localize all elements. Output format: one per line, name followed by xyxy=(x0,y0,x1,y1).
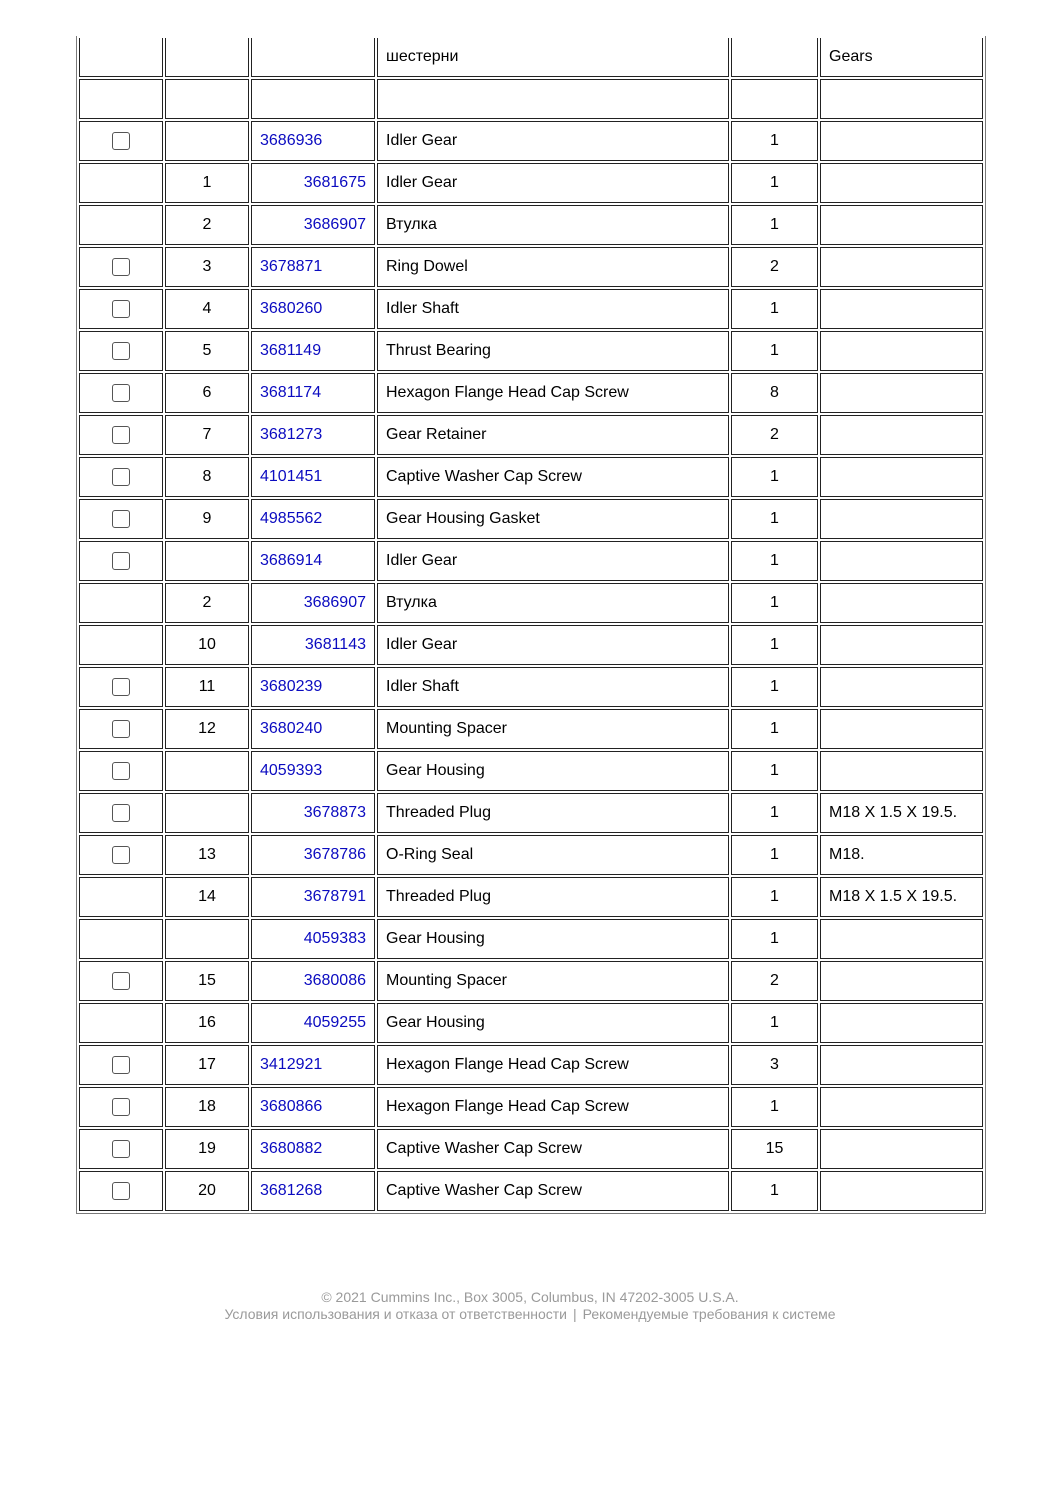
part-number-cell xyxy=(251,1045,375,1085)
ref-number-cell: 3 xyxy=(165,247,249,287)
table-row xyxy=(79,961,983,1001)
description-cell: Mounting Spacer xyxy=(377,709,729,749)
parts-table-body xyxy=(79,38,983,1211)
ref-number-cell: 2 xyxy=(165,205,249,245)
ref-number-cell: 19 xyxy=(165,1129,249,1169)
select-checkbox[interactable] xyxy=(112,510,130,528)
description-cell: Hexagon Flange Head Cap Screw xyxy=(377,1087,729,1127)
quantity-cell: 1 xyxy=(731,289,818,329)
part-number-cell xyxy=(251,1087,375,1127)
notes-cell xyxy=(820,331,983,371)
notes-cell xyxy=(820,499,983,539)
part-number-cell xyxy=(251,499,375,539)
select-cell xyxy=(79,835,163,875)
table-row xyxy=(79,625,983,665)
select-cell xyxy=(79,79,163,119)
description-cell: O-Ring Seal xyxy=(377,835,729,875)
select-checkbox[interactable] xyxy=(112,1098,130,1116)
quantity-cell: 1 xyxy=(731,835,818,875)
description-cell: Gear Housing xyxy=(377,751,729,791)
part-number-cell xyxy=(251,205,375,245)
table-row xyxy=(79,1003,983,1043)
copyright-text: © 2021 Cummins Inc., Box 3005, Columbus, IN 47202-3005 U.S.A. xyxy=(321,1289,739,1305)
select-checkbox[interactable] xyxy=(112,468,130,486)
part-number-link[interactable]: 3686936 xyxy=(260,132,323,149)
parts-table xyxy=(76,36,986,1214)
table-row xyxy=(79,667,983,707)
select-checkbox[interactable] xyxy=(112,1140,130,1158)
select-checkbox[interactable] xyxy=(112,258,130,276)
select-cell xyxy=(79,38,163,77)
select-cell xyxy=(79,205,163,245)
table-row xyxy=(79,163,983,203)
ref-number-cell: 11 xyxy=(165,667,249,707)
ref-number-cell xyxy=(165,38,249,77)
part-number-cell xyxy=(251,919,375,959)
notes-cell xyxy=(820,751,983,791)
description-cell: Idler Gear xyxy=(377,163,729,203)
select-checkbox[interactable] xyxy=(112,384,130,402)
quantity-cell xyxy=(731,79,818,119)
ref-number-cell: 5 xyxy=(165,331,249,371)
part-number-cell xyxy=(251,961,375,1001)
part-number-cell xyxy=(251,457,375,497)
part-number-cell xyxy=(251,835,375,875)
quantity-cell: 1 xyxy=(731,919,818,959)
quantity-cell xyxy=(731,38,818,77)
select-cell xyxy=(79,1003,163,1043)
quantity-cell: 1 xyxy=(731,541,818,581)
quantity-cell: 1 xyxy=(731,709,818,749)
part-number-cell xyxy=(251,163,375,203)
table-row xyxy=(79,1087,983,1127)
select-cell xyxy=(79,667,163,707)
part-number-link[interactable]: 3678871 xyxy=(260,258,323,275)
table-row xyxy=(79,373,983,413)
part-number-link[interactable]: 4059383 xyxy=(303,930,366,947)
footer-separator: | xyxy=(573,1306,577,1322)
ref-number-cell: 2 xyxy=(165,583,249,623)
footer-links xyxy=(0,1306,1060,1323)
part-number-link[interactable]: 4059393 xyxy=(260,762,323,779)
select-checkbox[interactable] xyxy=(112,300,130,318)
select-checkbox[interactable] xyxy=(112,552,130,570)
part-number-link[interactable]: 3681174 xyxy=(260,384,322,401)
table-row xyxy=(79,79,983,119)
part-number-link[interactable]: 4101451 xyxy=(260,468,323,485)
notes-cell xyxy=(820,709,983,749)
notes-cell: M18 X 1.5 X 19.5. xyxy=(820,793,983,833)
select-cell xyxy=(79,919,163,959)
ref-number-cell xyxy=(165,121,249,161)
part-number-cell xyxy=(251,415,375,455)
table-row xyxy=(79,415,983,455)
quantity-cell: 1 xyxy=(731,331,818,371)
notes-cell xyxy=(820,1045,983,1085)
part-number-cell xyxy=(251,247,375,287)
quantity-cell: 1 xyxy=(731,751,818,791)
part-number-cell xyxy=(251,667,375,707)
select-cell xyxy=(79,961,163,1001)
select-checkbox[interactable] xyxy=(112,804,130,822)
table-row xyxy=(79,247,983,287)
part-number-cell xyxy=(251,541,375,581)
description-cell: Captive Washer Cap Screw xyxy=(377,1171,729,1211)
notes-cell: M18. xyxy=(820,835,983,875)
notes-cell: M18 X 1.5 X 19.5. xyxy=(820,877,983,917)
select-cell xyxy=(79,121,163,161)
table-row xyxy=(79,877,983,917)
select-cell xyxy=(79,415,163,455)
description-cell: Gear Housing xyxy=(377,1003,729,1043)
quantity-cell: 15 xyxy=(731,1129,818,1169)
select-checkbox[interactable] xyxy=(112,762,130,780)
quantity-cell: 8 xyxy=(731,373,818,413)
table-row xyxy=(79,205,983,245)
ref-number-cell: 4 xyxy=(165,289,249,329)
part-number-cell xyxy=(251,625,375,665)
part-number-link[interactable]: 3680866 xyxy=(260,1098,323,1115)
select-cell xyxy=(79,541,163,581)
select-cell xyxy=(79,163,163,203)
quantity-cell: 1 xyxy=(731,877,818,917)
description-cell: Captive Washer Cap Screw xyxy=(377,1129,729,1169)
select-cell xyxy=(79,877,163,917)
part-number-link[interactable]: 3686907 xyxy=(303,594,366,611)
part-number-cell xyxy=(251,583,375,623)
select-cell xyxy=(79,1171,163,1211)
part-number-cell xyxy=(251,1129,375,1169)
ref-number-cell: 16 xyxy=(165,1003,249,1043)
select-cell xyxy=(79,1045,163,1085)
table-row xyxy=(79,793,983,833)
part-number-cell xyxy=(251,877,375,917)
description-cell: Idler Gear xyxy=(377,121,729,161)
part-number-cell xyxy=(251,793,375,833)
part-number-cell xyxy=(251,331,375,371)
notes-cell xyxy=(820,667,983,707)
part-number-cell xyxy=(251,1171,375,1211)
description-cell: Idler Gear xyxy=(377,541,729,581)
part-number-cell xyxy=(251,38,375,77)
table-row xyxy=(79,1045,983,1085)
notes-cell xyxy=(820,79,983,119)
select-cell xyxy=(79,457,163,497)
notes-cell xyxy=(820,1087,983,1127)
notes-cell xyxy=(820,205,983,245)
part-number-link[interactable]: 3678791 xyxy=(303,888,366,905)
description-cell: Mounting Spacer xyxy=(377,961,729,1001)
description-cell: Gear Housing xyxy=(377,919,729,959)
quantity-cell: 1 xyxy=(731,1003,818,1043)
quantity-cell: 2 xyxy=(731,961,818,1001)
quantity-cell: 3 xyxy=(731,1045,818,1085)
select-cell xyxy=(79,1087,163,1127)
description-cell: Втулка xyxy=(377,205,729,245)
quantity-cell: 2 xyxy=(731,415,818,455)
select-cell xyxy=(79,331,163,371)
ref-number-cell: 18 xyxy=(165,1087,249,1127)
quantity-cell: 1 xyxy=(731,667,818,707)
part-number-link[interactable]: 3681273 xyxy=(260,426,323,443)
table-row xyxy=(79,541,983,581)
notes-cell xyxy=(820,583,983,623)
description-cell: Idler Shaft xyxy=(377,667,729,707)
table-row xyxy=(79,121,983,161)
select-checkbox[interactable] xyxy=(112,972,130,990)
table-row xyxy=(79,583,983,623)
select-cell xyxy=(79,751,163,791)
quantity-cell: 1 xyxy=(731,205,818,245)
table-row xyxy=(79,1171,983,1211)
select-checkbox[interactable] xyxy=(112,342,130,360)
notes-cell xyxy=(820,625,983,665)
ref-number-cell xyxy=(165,793,249,833)
part-number-link[interactable]: 3681268 xyxy=(260,1182,323,1199)
description-cell: Hexagon Flange Head Cap Screw xyxy=(377,1045,729,1085)
table-row xyxy=(79,289,983,329)
select-cell xyxy=(79,583,163,623)
ref-number-cell xyxy=(165,919,249,959)
select-cell xyxy=(79,289,163,329)
table-row xyxy=(79,38,983,77)
table-row xyxy=(79,1129,983,1169)
notes-cell xyxy=(820,1129,983,1169)
part-number-cell xyxy=(251,121,375,161)
ref-number-cell: 15 xyxy=(165,961,249,1001)
part-number-cell xyxy=(251,1003,375,1043)
part-number-link[interactable]: 3678786 xyxy=(303,846,366,863)
part-number-link[interactable]: 3680240 xyxy=(260,720,323,737)
ref-number-cell: 8 xyxy=(165,457,249,497)
part-number-link[interactable]: 3680882 xyxy=(260,1140,323,1157)
description-cell: Threaded Plug xyxy=(377,877,729,917)
terms-link[interactable]: Условия использования и отказа от ответственности xyxy=(224,1306,567,1322)
quantity-cell: 1 xyxy=(731,163,818,203)
description-cell: Idler Shaft xyxy=(377,289,729,329)
description-cell: Thrust Bearing xyxy=(377,331,729,371)
table-row xyxy=(79,709,983,749)
ref-number-cell xyxy=(165,751,249,791)
part-number-link[interactable]: 3678873 xyxy=(303,804,366,821)
quantity-cell: 1 xyxy=(731,625,818,665)
notes-cell xyxy=(820,1171,983,1211)
part-number-link[interactable]: 3412921 xyxy=(260,1056,323,1073)
notes-cell xyxy=(820,247,983,287)
notes-cell xyxy=(820,415,983,455)
quantity-cell: 1 xyxy=(731,1087,818,1127)
description-cell: Hexagon Flange Head Cap Screw xyxy=(377,373,729,413)
page-footer xyxy=(0,1289,1060,1323)
select-cell xyxy=(79,373,163,413)
part-number-link[interactable]: 3680260 xyxy=(260,300,323,317)
select-checkbox[interactable] xyxy=(112,1182,130,1200)
ref-number-cell: 1 xyxy=(165,163,249,203)
ref-number-cell: 17 xyxy=(165,1045,249,1085)
select-checkbox[interactable] xyxy=(112,846,130,864)
ref-number-cell: 12 xyxy=(165,709,249,749)
ref-number-cell: 14 xyxy=(165,877,249,917)
part-number-link[interactable]: 3681149 xyxy=(260,342,322,359)
ref-number-cell: 13 xyxy=(165,835,249,875)
ref-number-cell xyxy=(165,79,249,119)
table-row xyxy=(79,331,983,371)
description-cell: Втулка xyxy=(377,583,729,623)
notes-cell xyxy=(820,163,983,203)
description-cell: Ring Dowel xyxy=(377,247,729,287)
quantity-cell: 1 xyxy=(731,583,818,623)
quantity-cell: 1 xyxy=(731,1171,818,1211)
description-cell: Gear Housing Gasket xyxy=(377,499,729,539)
description-cell: Threaded Plug xyxy=(377,793,729,833)
description-cell xyxy=(377,79,729,119)
description-cell: Captive Washer Cap Screw xyxy=(377,457,729,497)
select-cell xyxy=(79,1129,163,1169)
select-checkbox[interactable] xyxy=(112,678,130,696)
ref-number-cell: 6 xyxy=(165,373,249,413)
quantity-cell: 1 xyxy=(731,499,818,539)
quantity-cell: 1 xyxy=(731,121,818,161)
table-row xyxy=(79,751,983,791)
table-row xyxy=(79,457,983,497)
part-number-link[interactable]: 3681143 xyxy=(304,636,366,653)
notes-cell xyxy=(820,289,983,329)
description-cell: Gear Retainer xyxy=(377,415,729,455)
notes-cell xyxy=(820,1003,983,1043)
select-cell xyxy=(79,499,163,539)
table-row xyxy=(79,919,983,959)
notes-cell xyxy=(820,961,983,1001)
part-number-link[interactable]: 3680086 xyxy=(303,972,366,989)
ref-number-cell: 20 xyxy=(165,1171,249,1211)
select-checkbox[interactable] xyxy=(112,426,130,444)
part-number-link[interactable]: 4985562 xyxy=(260,510,323,527)
part-number-cell xyxy=(251,373,375,413)
part-number-link[interactable]: 3681675 xyxy=(303,174,366,191)
select-checkbox[interactable] xyxy=(112,132,130,150)
part-number-link[interactable]: 4059255 xyxy=(303,1014,366,1031)
part-number-cell xyxy=(251,751,375,791)
notes-cell xyxy=(820,121,983,161)
notes-cell xyxy=(820,541,983,581)
part-number-link[interactable]: 3680239 xyxy=(260,678,323,695)
notes-cell xyxy=(820,373,983,413)
part-number-link[interactable]: 3686914 xyxy=(260,552,323,569)
notes-cell: Gears xyxy=(820,38,983,77)
description-cell: шестерни xyxy=(377,38,729,77)
select-cell xyxy=(79,247,163,287)
select-cell xyxy=(79,709,163,749)
part-number-link[interactable]: 3686907 xyxy=(303,216,366,233)
ref-number-cell: 10 xyxy=(165,625,249,665)
system-requirements-link[interactable]: Рекомендуемые требования к системе xyxy=(582,1306,836,1322)
ref-number-cell: 9 xyxy=(165,499,249,539)
quantity-cell: 1 xyxy=(731,457,818,497)
table-row xyxy=(79,835,983,875)
notes-cell xyxy=(820,457,983,497)
select-checkbox[interactable] xyxy=(112,1056,130,1074)
select-cell xyxy=(79,625,163,665)
select-checkbox[interactable] xyxy=(112,720,130,738)
table-row xyxy=(79,499,983,539)
ref-number-cell: 7 xyxy=(165,415,249,455)
ref-number-cell xyxy=(165,541,249,581)
quantity-cell: 2 xyxy=(731,247,818,287)
description-cell: Idler Gear xyxy=(377,625,729,665)
part-number-cell xyxy=(251,289,375,329)
notes-cell xyxy=(820,919,983,959)
part-number-cell xyxy=(251,709,375,749)
part-number-cell xyxy=(251,79,375,119)
quantity-cell: 1 xyxy=(731,793,818,833)
select-cell xyxy=(79,793,163,833)
